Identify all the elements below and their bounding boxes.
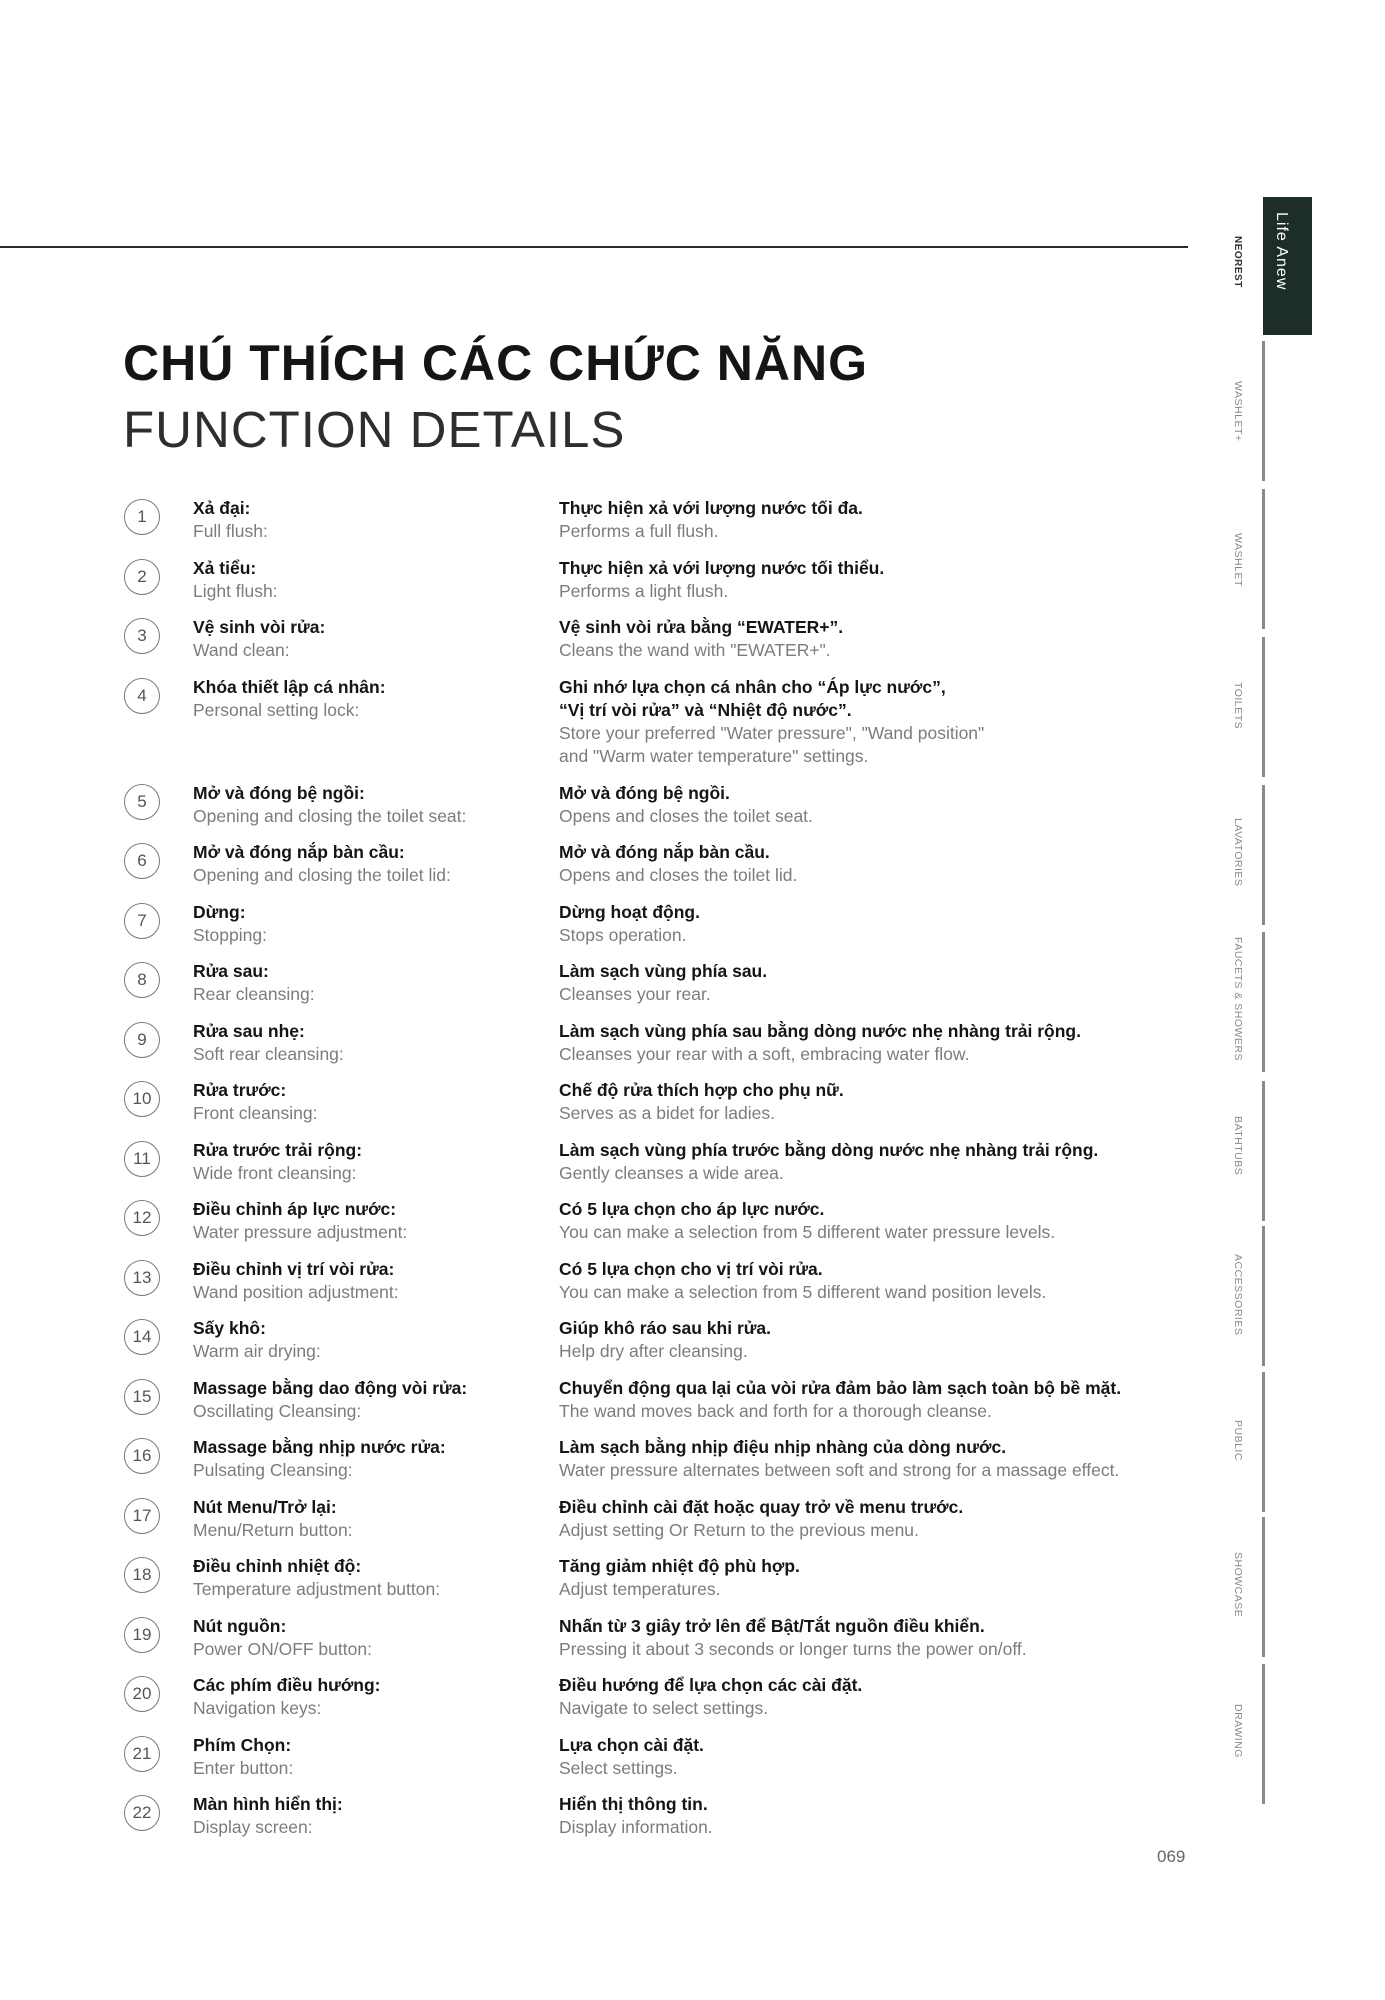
function-number-badge: 18 [124, 1557, 160, 1593]
description-vn: Tăng giảm nhiệt độ phù hợp. [559, 1556, 800, 1576]
side-tab-line [1262, 489, 1265, 629]
function-label [193, 1793, 533, 1839]
function-name-vn: Màn hình hiển thị: [193, 1794, 343, 1814]
function-name-en: Menu/Return button: [193, 1520, 353, 1540]
function-name-vn: Dừng: [193, 902, 246, 922]
side-tab[interactable]: LAVATORIES [1232, 818, 1244, 887]
side-tab[interactable]: SHOWCASE [1232, 1552, 1244, 1618]
function-number-badge: 1 [124, 499, 160, 535]
brand-label: Life Anew [1273, 212, 1290, 291]
side-tab-line [1262, 637, 1265, 777]
description-vn: Thực hiện xả với lượng nước tối đa. [559, 498, 863, 518]
description-vn: Giúp khô ráo sau khi rửa. [559, 1318, 772, 1338]
function-number-badge: 5 [124, 784, 160, 820]
description-en: Pressing it about 3 seconds or longer turns the power on/off. [559, 1639, 1027, 1659]
side-tab-line [1262, 1664, 1265, 1804]
side-tab[interactable]: TOILETS [1232, 682, 1244, 730]
function-label [193, 1436, 533, 1482]
function-label [193, 1674, 533, 1720]
function-label [193, 841, 533, 887]
function-description [559, 1258, 1199, 1304]
function-number-badge: 8 [124, 962, 160, 998]
function-description [559, 1198, 1199, 1244]
function-name-vn: Rửa trước trải rộng: [193, 1140, 363, 1160]
function-description [559, 616, 1199, 662]
side-tab-line [1262, 1226, 1265, 1366]
side-tab-line [1262, 932, 1265, 1072]
function-name-vn: Xả đại: [193, 498, 251, 518]
side-tab-line [1262, 341, 1265, 481]
description-vn: Làm sạch vùng phía sau bằng dòng nước nhẹ nhàng trải rộng. [559, 1021, 1081, 1041]
side-tab[interactable]: FAUCETS & SHOWERS [1232, 937, 1244, 1062]
description-en: Help dry after cleansing. [559, 1341, 748, 1361]
function-name-en: Warm air drying: [193, 1341, 321, 1361]
function-label [193, 1496, 533, 1542]
function-number-badge: 6 [124, 843, 160, 879]
function-name-vn: Rửa sau nhẹ: [193, 1021, 305, 1041]
side-tab-line [1262, 1081, 1265, 1221]
function-name-vn: Xả tiểu: [193, 558, 257, 578]
function-number-badge: 19 [124, 1617, 160, 1653]
function-name-en: Enter button: [193, 1758, 294, 1778]
description-en: Cleanses your rear with a soft, embracing water flow. [559, 1044, 970, 1064]
description-vn: Điều chỉnh cài đặt hoặc quay trở về menu trước. [559, 1497, 964, 1517]
function-label [193, 1317, 533, 1363]
description-en: Opens and closes the toilet seat. [559, 806, 813, 826]
side-tab[interactable]: ACCESSORIES [1232, 1254, 1244, 1336]
function-number-badge: 4 [124, 678, 160, 714]
function-number-badge: 21 [124, 1736, 160, 1772]
function-description [559, 557, 1199, 603]
function-name-vn: Nút Menu/Trở lại: [193, 1497, 337, 1517]
function-description [559, 841, 1199, 887]
function-label [193, 960, 533, 1006]
function-name-vn: Massage bằng dao động vòi rửa: [193, 1378, 468, 1398]
function-name-en: Rear cleansing: [193, 984, 315, 1004]
function-label [193, 557, 533, 603]
function-number-badge: 14 [124, 1319, 160, 1355]
description-vn: Làm sạch vùng phía sau. [559, 961, 768, 981]
function-description [559, 1793, 1199, 1839]
function-description [559, 1436, 1199, 1482]
side-tab[interactable]: WASHLET+ [1232, 381, 1244, 442]
description-vn: Dừng hoạt động. [559, 902, 700, 922]
function-name-en: Personal setting lock: [193, 700, 360, 720]
description-en: Display information. [559, 1817, 713, 1837]
description-vn: “Vị trí vòi rửa” và “Nhiệt độ nước”. [559, 700, 852, 720]
function-name-vn: Rửa sau: [193, 961, 269, 981]
description-vn: Chế độ rửa thích hợp cho phụ nữ. [559, 1080, 844, 1100]
function-name-vn: Phím Chọn: [193, 1735, 292, 1755]
function-name-vn: Mở và đóng bệ ngồi: [193, 783, 365, 803]
description-vn: Ghi nhớ lựa chọn cá nhân cho “Áp lực nước”, [559, 677, 946, 697]
function-description [559, 1317, 1199, 1363]
side-tab[interactable]: WASHLET [1232, 533, 1244, 587]
function-name-en: Oscillating Cleansing: [193, 1401, 362, 1421]
function-number-badge: 12 [124, 1200, 160, 1236]
function-number-badge: 9 [124, 1022, 160, 1058]
description-en: Opens and closes the toilet lid. [559, 865, 798, 885]
function-name-vn: Massage bằng nhịp nước rửa: [193, 1437, 446, 1457]
function-name-en: Temperature adjustment button: [193, 1579, 441, 1599]
function-name-en: Opening and closing the toilet seat: [193, 806, 467, 826]
description-en: and "Warm water temperature" settings. [559, 746, 869, 766]
function-description [559, 1496, 1199, 1542]
function-name-vn: Vệ sinh vòi rửa: [193, 617, 326, 637]
function-label [193, 1615, 533, 1661]
function-description [559, 497, 1199, 543]
description-en: Navigate to select settings. [559, 1698, 769, 1718]
description-vn: Có 5 lựa chọn cho vị trí vòi rửa. [559, 1259, 823, 1279]
function-name-en: Light flush: [193, 581, 278, 601]
function-number-badge: 22 [124, 1795, 160, 1831]
function-description [559, 1139, 1199, 1185]
description-vn: Làm sạch bằng nhịp điệu nhịp nhàng của dòng nước. [559, 1437, 1007, 1457]
description-en: You can make a selection from 5 different wand position levels. [559, 1282, 1047, 1302]
function-name-en: Power ON/OFF button: [193, 1639, 372, 1659]
description-en: Adjust temperatures. [559, 1579, 721, 1599]
function-description [559, 782, 1199, 828]
function-description [559, 1020, 1199, 1066]
description-en: You can make a selection from 5 different water pressure levels. [559, 1222, 1056, 1242]
function-name-en: Soft rear cleansing: [193, 1044, 344, 1064]
page-number: 069 [1157, 1847, 1186, 1866]
description-en: Select settings. [559, 1758, 678, 1778]
function-description [559, 1615, 1199, 1661]
description-vn: Thực hiện xả với lượng nước tối thiểu. [559, 558, 885, 578]
description-en: The wand moves back and forth for a thorough cleanse. [559, 1401, 992, 1421]
function-number-badge: 7 [124, 903, 160, 939]
function-description [559, 1079, 1199, 1125]
function-name-vn: Khóa thiết lập cá nhân: [193, 677, 386, 697]
function-name-vn: Các phím điều hướng: [193, 1675, 381, 1695]
function-label [193, 1258, 533, 1304]
description-vn: Điều hướng để lựa chọn các cài đặt. [559, 1675, 863, 1695]
function-number-badge: 16 [124, 1438, 160, 1474]
description-vn: Làm sạch vùng phía trước bằng dòng nước nhẹ nhàng trải rộng. [559, 1140, 1099, 1160]
function-number-badge: 10 [124, 1081, 160, 1117]
function-description [559, 1555, 1199, 1601]
side-tab-line [1262, 785, 1265, 925]
function-label [193, 616, 533, 662]
function-name-en: Full flush: [193, 521, 268, 541]
function-name-en: Wand clean: [193, 640, 290, 660]
description-vn: Chuyển động qua lại của vòi rửa đảm bảo làm sạch toàn bộ bề mặt. [559, 1378, 1122, 1398]
page-title-vn: CHÚ THÍCH CÁC CHỨC NĂNG [123, 335, 868, 391]
side-tab[interactable]: DRAWING [1232, 1704, 1244, 1758]
function-label [193, 497, 533, 543]
function-description [559, 901, 1199, 947]
function-number-badge: 3 [124, 618, 160, 654]
function-name-en: Wide front cleansing: [193, 1163, 357, 1183]
function-label [193, 782, 533, 828]
function-label [193, 1377, 533, 1423]
description-vn: Hiển thị thông tin. [559, 1794, 708, 1814]
side-tab-line [1262, 1517, 1265, 1657]
description-en: Stops operation. [559, 925, 687, 945]
side-tab[interactable]: BATHTUBS [1232, 1116, 1244, 1176]
function-label [193, 1020, 533, 1066]
function-description [559, 1734, 1199, 1780]
function-description [559, 1674, 1199, 1720]
function-label [193, 1139, 533, 1185]
function-name-en: Water pressure adjustment: [193, 1222, 408, 1242]
description-vn: Mở và đóng bệ ngồi. [559, 783, 730, 803]
description-en: Cleanses your rear. [559, 984, 711, 1004]
description-en: Gently cleanses a wide area. [559, 1163, 784, 1183]
description-en: Store your preferred "Water pressure", "Wand position" [559, 723, 985, 743]
function-label [193, 901, 533, 947]
function-name-en: Stopping: [193, 925, 267, 945]
description-vn: Nhấn từ 3 giây trở lên để Bật/Tắt nguồn điều khiển. [559, 1616, 985, 1636]
current-section-label: NEOREST [1232, 236, 1243, 288]
side-tab[interactable]: PUBLIC [1232, 1420, 1244, 1461]
function-name-en: Opening and closing the toilet lid: [193, 865, 451, 885]
function-name-vn: Điều chỉnh vị trí vòi rửa: [193, 1259, 395, 1279]
function-label [193, 1734, 533, 1780]
function-name-en: Navigation keys: [193, 1698, 322, 1718]
description-vn: Vệ sinh vòi rửa bằng “EWATER+”. [559, 617, 844, 637]
function-number-badge: 20 [124, 1676, 160, 1712]
function-number-badge: 17 [124, 1498, 160, 1534]
description-en: Performs a light flush. [559, 581, 729, 601]
function-label [193, 1555, 533, 1601]
page-title-en: FUNCTION DETAILS [123, 401, 626, 458]
function-number-badge: 11 [124, 1141, 160, 1177]
description-vn: Có 5 lựa chọn cho áp lực nước. [559, 1199, 825, 1219]
function-name-en: Display screen: [193, 1817, 313, 1837]
function-name-vn: Nút nguồn: [193, 1616, 287, 1636]
function-name-en: Pulsating Cleansing: [193, 1460, 353, 1480]
description-vn: Mở và đóng nắp bàn cầu. [559, 842, 770, 862]
description-en: Serves as a bidet for ladies. [559, 1103, 775, 1123]
description-en: Performs a full flush. [559, 521, 719, 541]
function-description [559, 960, 1199, 1006]
function-name-vn: Rửa trước: [193, 1080, 287, 1100]
description-en: Adjust setting Or Return to the previous menu. [559, 1520, 919, 1540]
function-label [193, 1079, 533, 1125]
function-label [193, 676, 533, 722]
description-vn: Lựa chọn cài đặt. [559, 1735, 704, 1755]
function-name-vn: Sấy khô: [193, 1318, 266, 1338]
function-number-badge: 13 [124, 1260, 160, 1296]
description-en: Water pressure alternates between soft and strong for a massage effect. [559, 1460, 1120, 1480]
function-number-badge: 15 [124, 1379, 160, 1415]
function-name-en: Wand position adjustment: [193, 1282, 399, 1302]
function-name-vn: Điều chỉnh áp lực nước: [193, 1199, 397, 1219]
side-tab-line [1262, 1372, 1265, 1512]
function-description [559, 676, 1199, 768]
function-number-badge: 2 [124, 559, 160, 595]
function-name-vn: Mở và đóng nắp bàn cầu: [193, 842, 405, 862]
function-label [193, 1198, 533, 1244]
function-name-en: Front cleansing: [193, 1103, 318, 1123]
function-description [559, 1377, 1199, 1423]
function-name-vn: Điều chỉnh nhiệt độ: [193, 1556, 362, 1576]
description-en: Cleans the wand with "EWATER+". [559, 640, 831, 660]
